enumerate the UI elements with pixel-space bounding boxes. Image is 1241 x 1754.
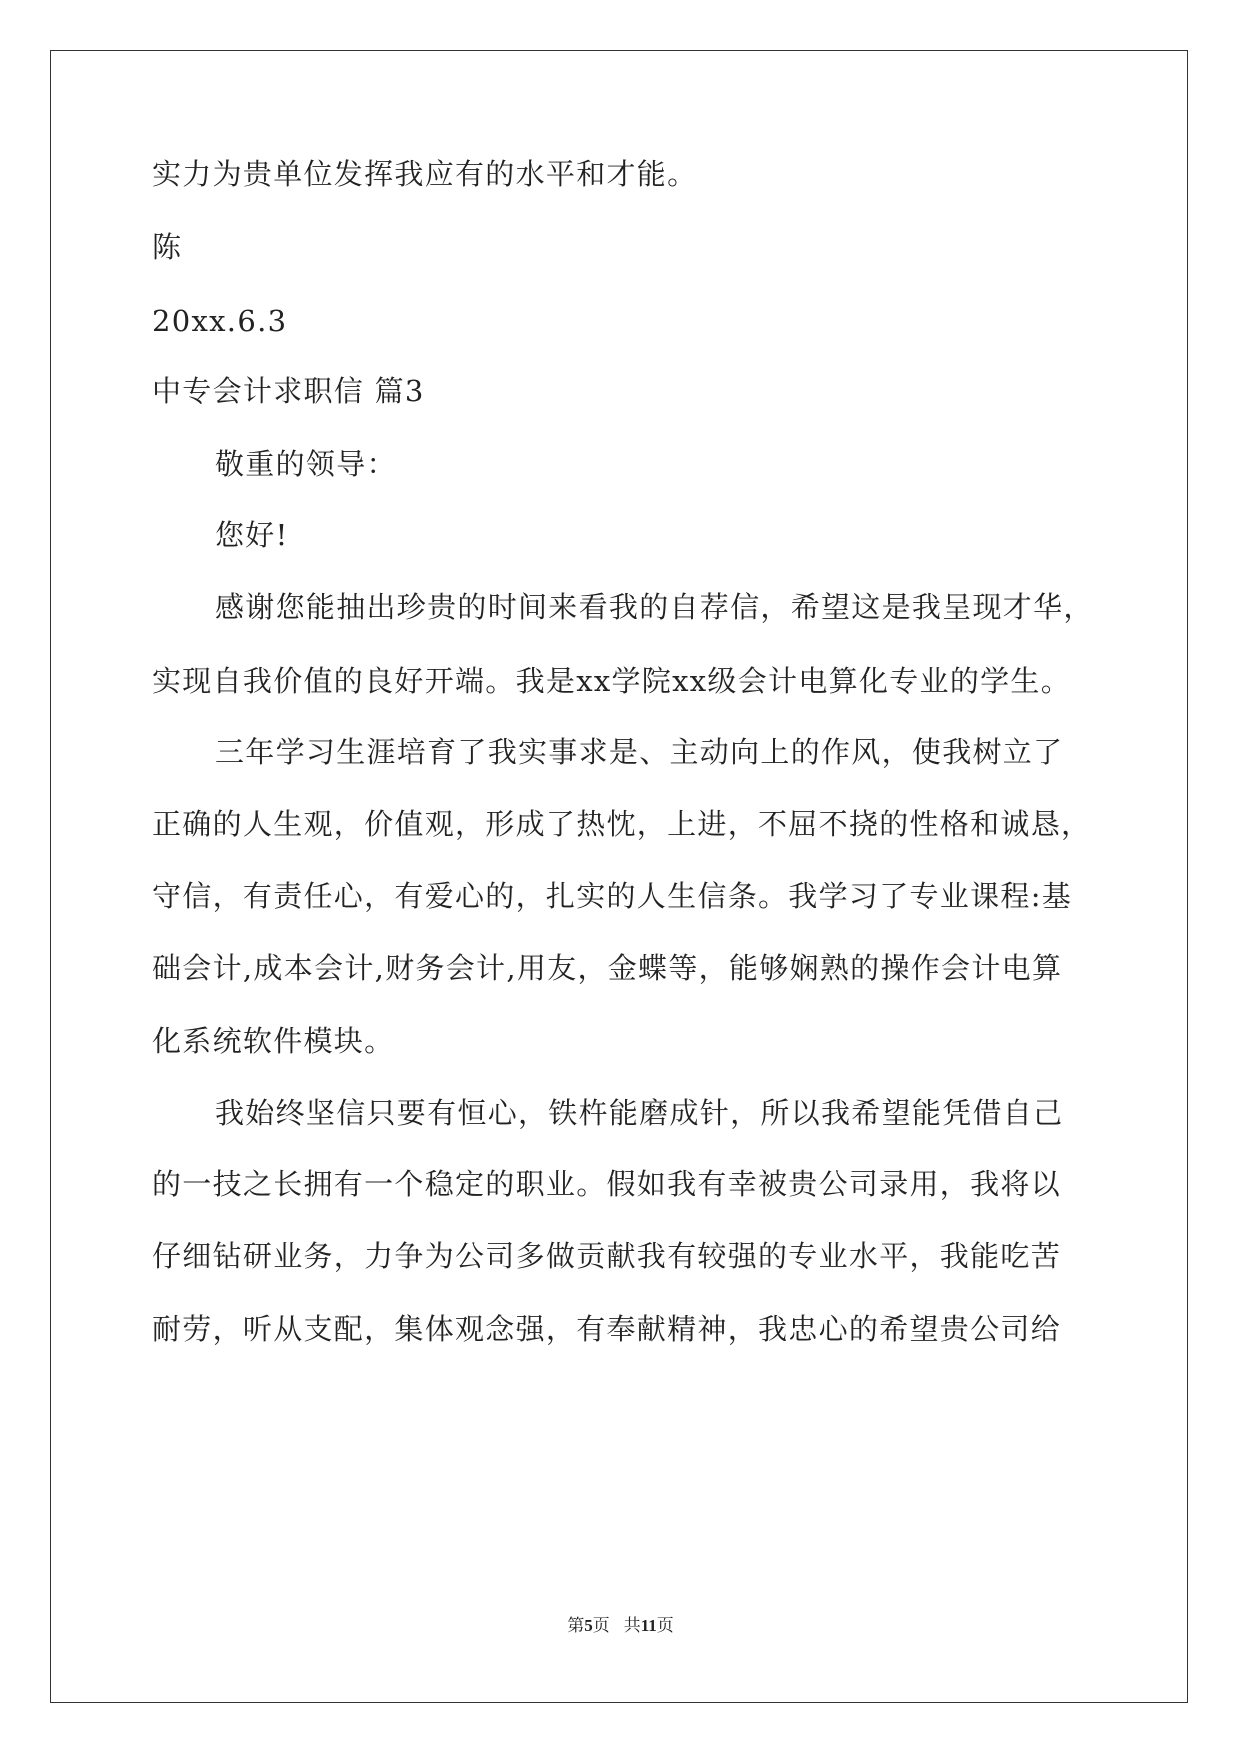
text-line: 正确的人生观，价值观，形成了热忱，上进，不屈不挠的性格和诚恳， [152,807,1092,841]
page-prefix: 第 [567,1616,585,1636]
text-line: 实现自我价值的良好开端。我是xx学院xx级会计电算化专业的学生。 [152,664,1072,698]
page-suffix: 页 [592,1616,610,1636]
signature-name: 陈 [152,230,183,264]
total-suffix: 页 [656,1616,674,1636]
signature-date: 20xx.6.3 [152,304,288,338]
page-footer [0,1611,1241,1636]
text-line: 感谢您能抽出珍贵的时间来看我的自荐信，希望这是我呈现才华， [215,590,1094,624]
text-line: 守信，有责任心，有爱心的，扎实的人生信条。我学习了专业课程:基 [152,879,1073,913]
text-line: 我始终坚信只要有恒心，铁杵能磨成针，所以我希望能凭借自己 [215,1096,1064,1130]
page-number: 5 [584,1616,593,1635]
text-line: 化系统软件模块。 [152,1024,395,1058]
text-line: 的一技之长拥有一个稳定的职业。假如我有幸被贵公司录用，我将以 [152,1167,1062,1201]
text-line: 仔细钻研业务，力争为公司多做贡献我有较强的专业水平，我能吃苦 [152,1239,1062,1273]
salutation: 敬重的领导： [215,447,397,481]
total-prefix: 共 [623,1616,641,1636]
text-line: 耐劳，听从支配，集体观念强，有奉献精神，我忠心的希望贵公司给 [152,1312,1062,1346]
greeting: 您好! [215,518,289,552]
text-line: 三年学习生涯培育了我实事求是、主动向上的作风，使我树立了 [215,735,1064,769]
total-pages: 11 [640,1616,657,1635]
text-line: 实力为贵单位发挥我应有的水平和才能。 [152,157,698,191]
section-heading: 中专会计求职信 篇3 [152,374,425,408]
text-line: 础会计,成本会计,财务会计,用友，金蝶等，能够娴熟的操作会计电算 [152,951,1063,985]
